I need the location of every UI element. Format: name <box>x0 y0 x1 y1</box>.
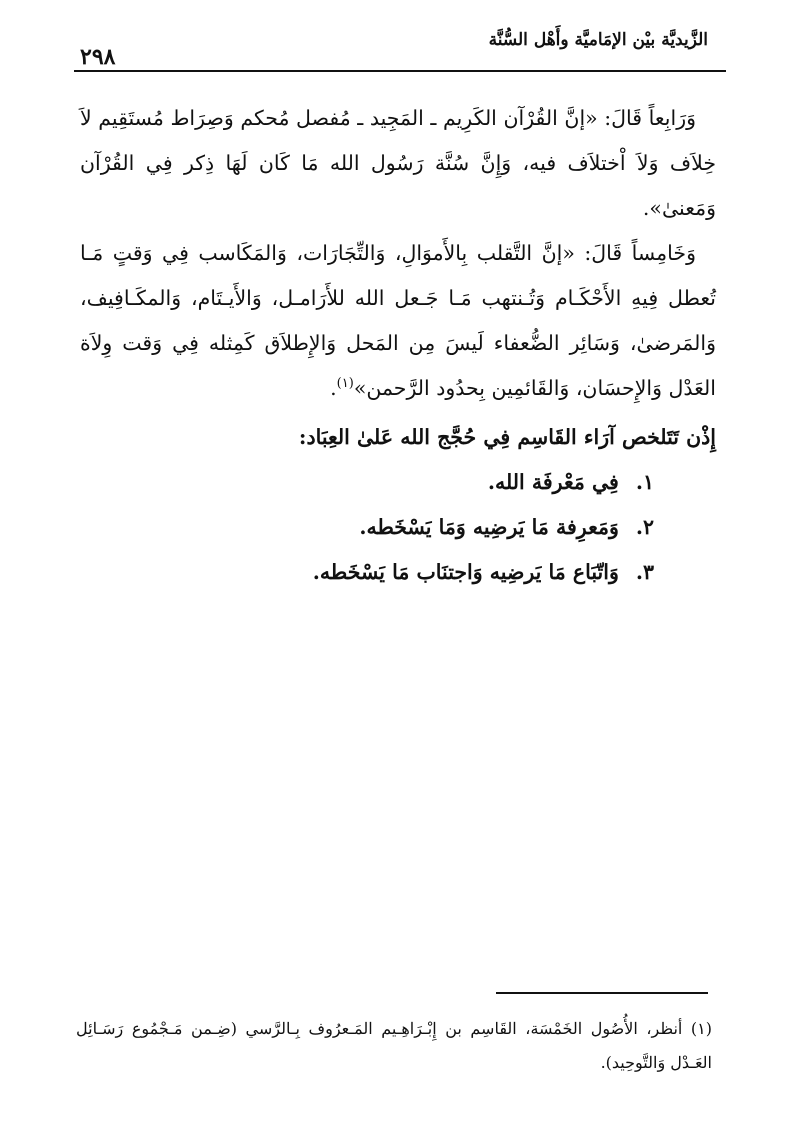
paragraph-fourth: وَرَابِعاً قَالَ: «إنَّ القُرْآن الكَرِيم ـ المَجِيد ـ مُفصل مُحكم وَصِرَاط مُستَقِيم لاَ خِلاَف وَلاَ اْختلاَف فيه، وَإِنَّ سُنَّة رَسُول الله مَا كَان لَهَا ذِكر فِي القُرْآن وَمَعنىٰ». <box>80 106 716 220</box>
list-item-text: فِي مَعْرفَة الله. <box>487 470 619 494</box>
list-item-number: ١. <box>635 470 654 494</box>
page-number: ٢٩٨ <box>80 44 116 70</box>
list-item <box>80 505 716 550</box>
footnote-rule <box>496 992 708 994</box>
footnote-text: (١) أنظر، الأُصُول الخَمْسَة، القَاسِم بن إِبْـرَاهِـيم المَـعرُوف بِـالرَّسي (ضِـمن مَـجْمُوع رَسَـائِل العَـدْل وَالتَّوحِيد). <box>76 1019 712 1072</box>
list-item-text: وَاتّبَاع مَا يَرضِيه وَاجتنَاب مَا يَسْخَطه. <box>312 560 619 584</box>
list-item-number: ٣. <box>635 560 654 584</box>
footnote <box>76 1012 712 1080</box>
main-text <box>80 96 716 595</box>
paragraph-fifth <box>80 231 716 411</box>
list-item-text: وَمَعرِفة مَا يَرضِيه وَمَا يَسْخَطه. <box>359 515 619 539</box>
running-header: الزَّيديَّة بيْن الإمَاميَّة وأَهْل السُّنَّة <box>488 30 708 50</box>
list-item-number: ٢. <box>635 515 654 539</box>
points-list <box>80 460 716 595</box>
paragraph-fifth-end: . <box>330 376 337 400</box>
paragraph-fifth-text: وَخَامِساً قَالَ: «إنَّ التَّقلب بِالأَموَالِ، وَالتِّجَارَات، وَالمَكَاسب فِي وَقتٍ مَـا تُعطل فِيهِ الأَحْكَـام وَتُـنتهب مَـا جَـعل الله للأَرَامـل، وَالأَيـتَام، وَالمكَـافِيف، وَالمَرضىٰ، وَسَائِر الضُّعفاء لَيسَ مِن المَحل وَالإِطلاَق كَمِثله فِي وَقت وِلاَة العَدْل وَالإِحسَان، وَالقَائمِين بِحدُود الرَّحمن» <box>80 241 716 400</box>
header-rule <box>74 70 726 72</box>
conclusion-heading: إِذْن تَتَلخص آرَاء القَاسِم فِي حُجَّج الله عَلىٰ العِبَاد: <box>298 425 716 449</box>
footnote-reference[interactable]: (١) <box>336 376 354 392</box>
list-item <box>80 550 716 595</box>
list-item <box>80 460 716 505</box>
